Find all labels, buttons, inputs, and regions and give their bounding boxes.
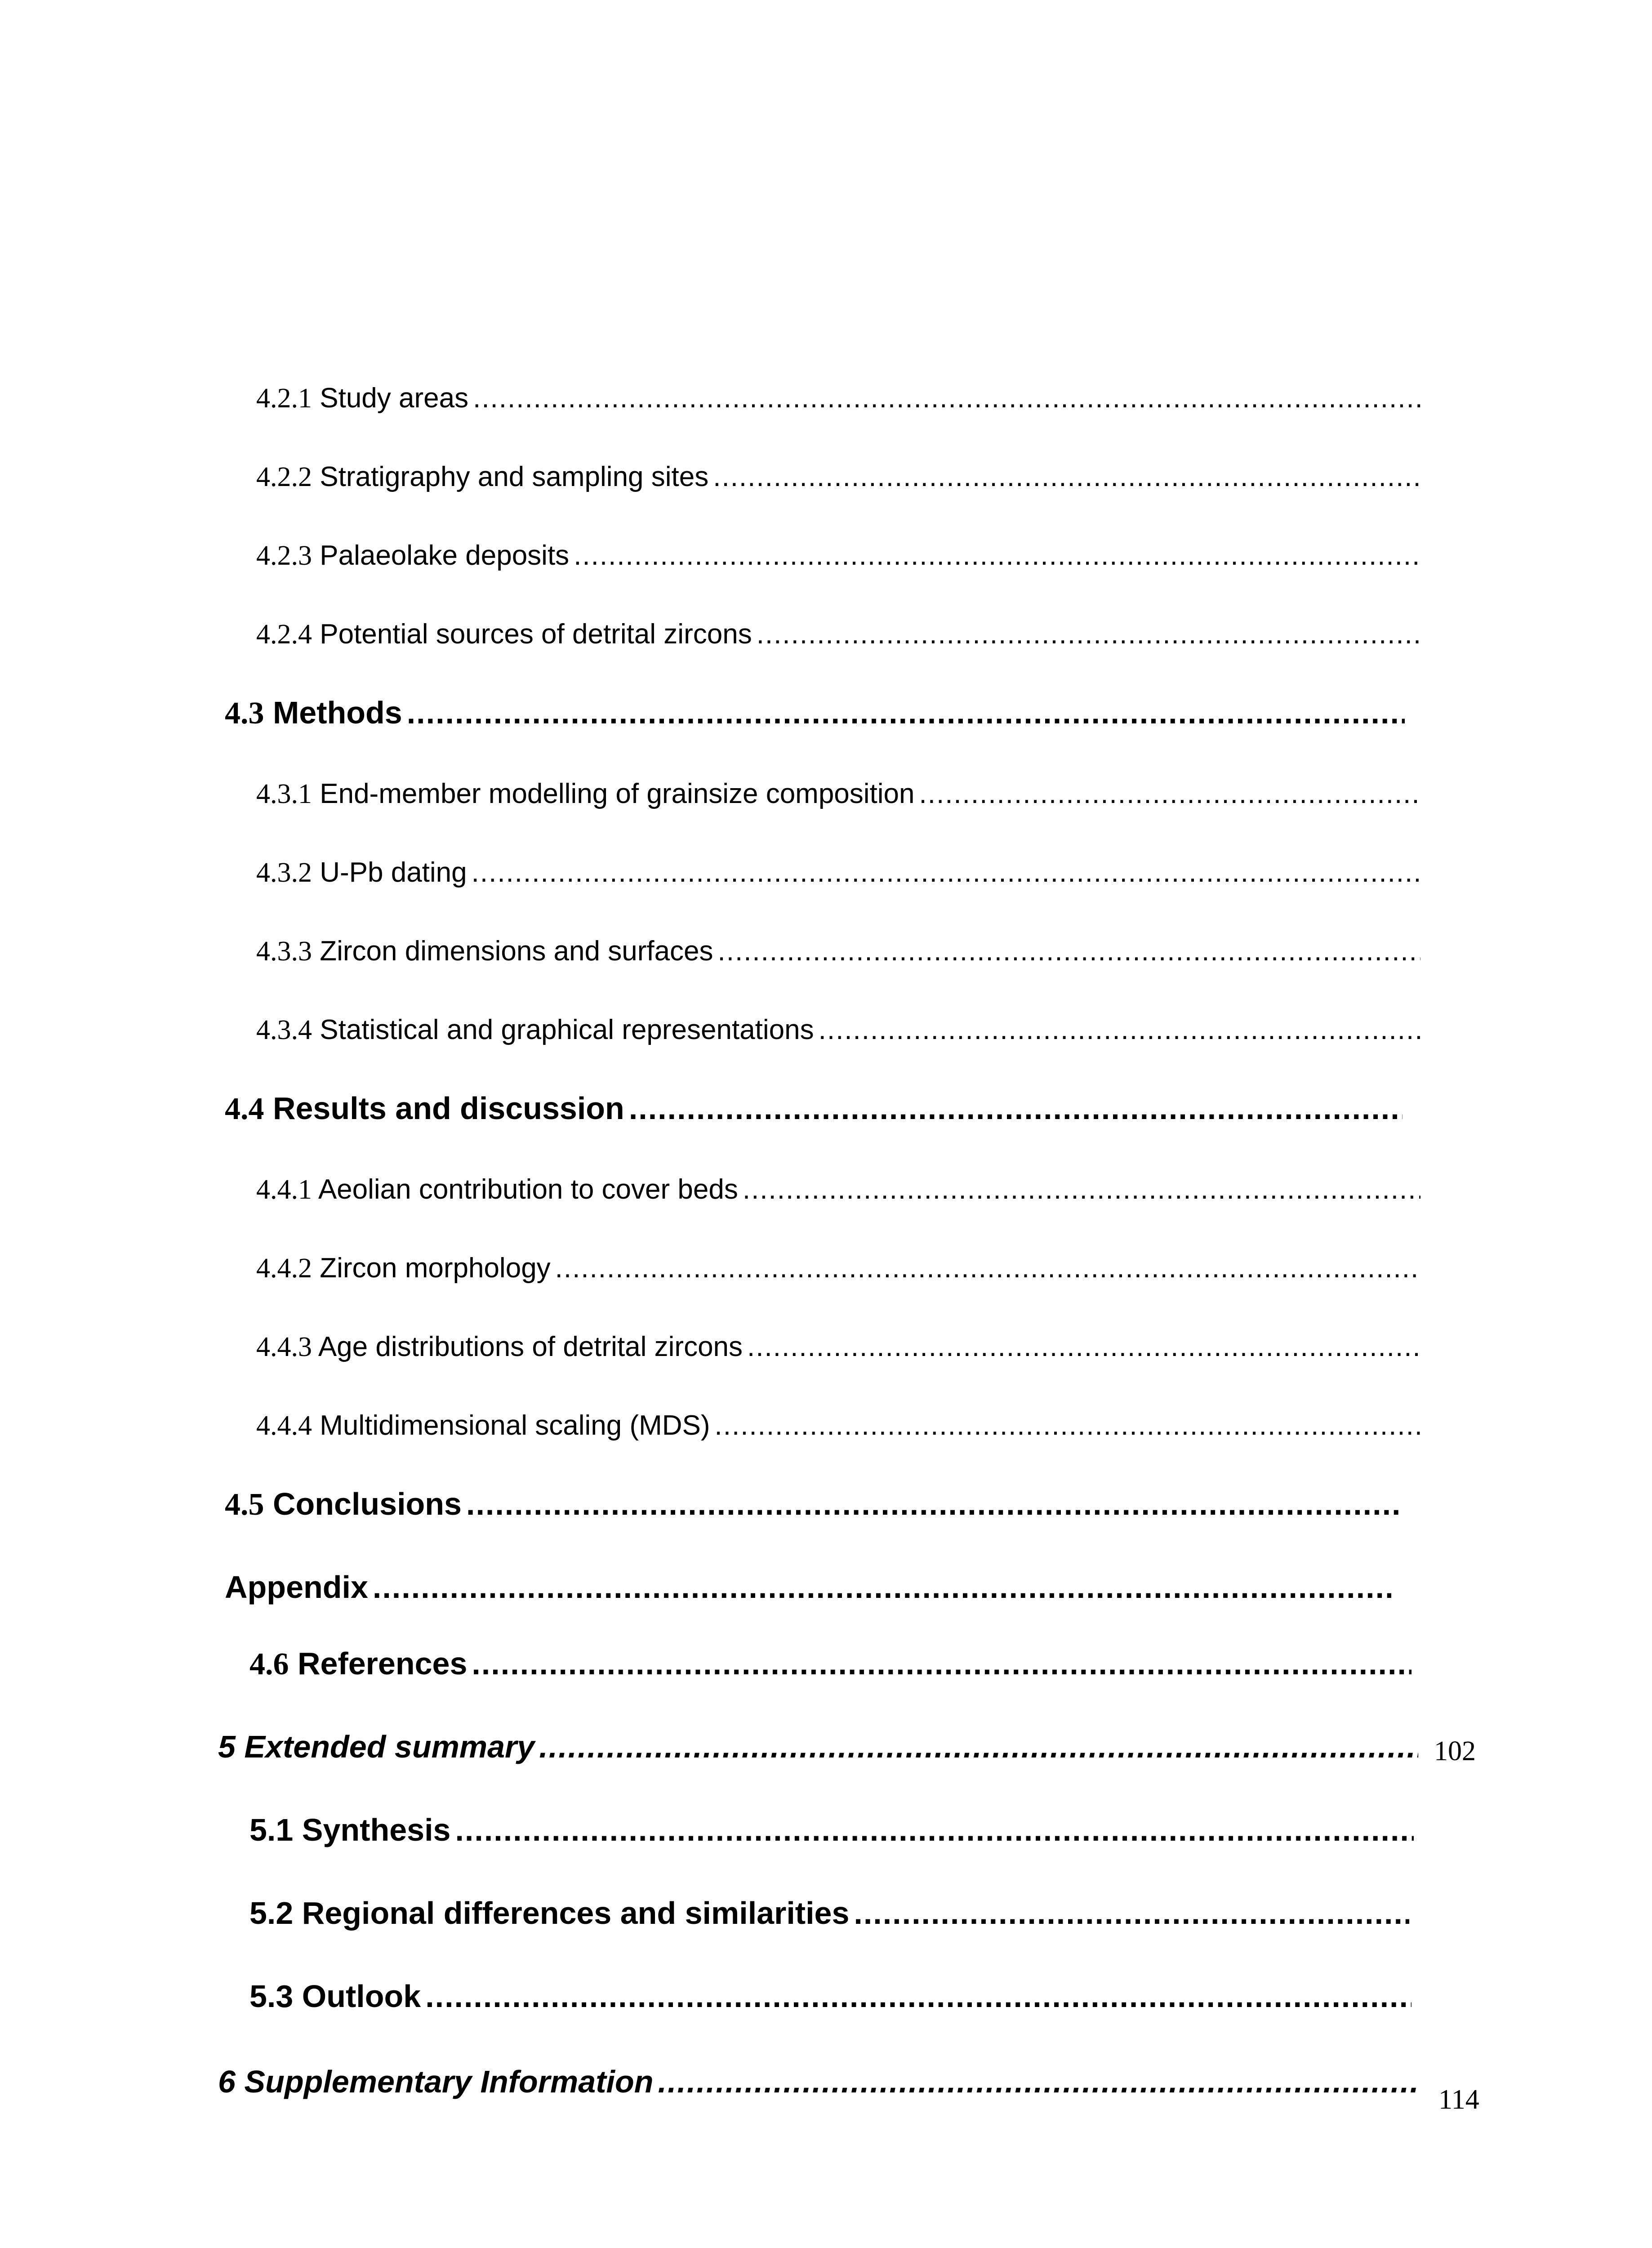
dot-leader [473,382,1420,414]
toc-section-synthesis[interactable] [249,1812,1414,1848]
toc-entry-number: 4.3.4 [256,1015,312,1045]
toc-entry-4-2-1[interactable] [256,382,1420,415]
toc-entry-4-2-4[interactable] [256,618,1420,651]
toc-entry-label [256,1409,710,1442]
toc-entry-number: 4.2.1 [256,383,312,414]
dot-leader [757,618,1420,650]
toc-entry-label [256,540,569,572]
dot-leader [743,1173,1420,1205]
toc-section-methods[interactable] [225,695,1405,731]
toc-entry-title: Zircon morphology [320,1253,551,1284]
toc-section-references[interactable] [249,1646,1412,1682]
toc-entry-number: 5.2 [249,1896,294,1931]
toc-entry-title: End-member modelling of grainsize composition [320,778,915,809]
toc-entry-4-3-2[interactable] [256,856,1420,889]
toc-entry-label [256,1331,743,1363]
dot-leader [555,1252,1420,1284]
toc-entry-number: 4.3.2 [256,857,312,888]
toc-section-outlook[interactable] [249,1978,1412,2014]
toc-entry-label [256,856,467,889]
toc-entry-title: Age distributions of detrital zircons [318,1331,743,1362]
dot-leader [718,935,1420,967]
toc-entry-number: 6 [218,2064,236,2099]
dot-leader [472,856,1420,888]
toc-entry-label [225,695,402,731]
dot-leader [373,1569,1391,1605]
toc-entry-title: Methods [272,695,402,730]
toc-entry-4-3-3[interactable] [256,935,1420,968]
toc-entry-title: Statistical and graphical representations [320,1014,814,1045]
toc-entry-title: Extended summary [244,1729,535,1764]
toc-entry-title: Potential sources of detrital zircons [320,619,752,650]
dot-leader [472,1646,1412,1682]
toc-entry-number: 4.5 [225,1487,264,1522]
toc-entry-label [249,1812,450,1848]
page-number-extended-summary: 102 [1434,1736,1476,1766]
toc-chapter-supplementary-information[interactable] [218,2064,1418,2100]
dot-leader [747,1331,1420,1363]
toc-entry-label [249,1895,849,1931]
dot-leader [629,1090,1403,1126]
toc-entry-title: Study areas [320,383,469,414]
dot-leader [713,461,1420,493]
dot-leader [658,2064,1419,2100]
toc-section-results-and-discussion[interactable] [225,1090,1403,1127]
toc-entry-4-2-2[interactable] [256,461,1420,493]
dot-leader [539,1729,1418,1765]
toc-entry-number: 4.2.3 [256,540,312,571]
dot-leader [819,1014,1420,1046]
toc-entry-number: 5.3 [249,1979,294,2014]
toc-entry-label [225,1569,368,1605]
dot-leader [919,778,1420,810]
toc-entry-4-4-2[interactable] [256,1252,1420,1285]
toc-entry-number: 5 [218,1729,236,1764]
toc-entry-label [256,461,708,493]
toc-entry-label [256,1173,738,1206]
toc-entry-number: 4.3.1 [256,779,312,809]
toc-entry-number: 4.2.2 [256,462,312,492]
toc-entry-title: Supplementary Information [244,2064,654,2099]
toc-entry-4-2-3[interactable] [256,540,1420,572]
toc-entry-title: Synthesis [302,1812,451,1847]
dot-leader [854,1895,1409,1931]
toc-entry-number: 5.1 [249,1812,294,1847]
toc-entry-title: Conclusions [272,1486,462,1521]
dot-leader [574,540,1420,571]
dot-leader [455,1812,1414,1848]
toc-entry-label [225,1486,462,1523]
toc-entry-4-4-4[interactable] [256,1409,1420,1442]
toc-entry-title: Aeolian contribution to cover beds [318,1174,738,1205]
toc-entry-number: 4.4.4 [256,1410,312,1441]
toc-entry-title: Regional differences and similarities [302,1896,850,1931]
toc-entry-label [256,382,468,415]
toc-entry-label [249,1646,467,1682]
dot-leader [466,1486,1403,1522]
toc-entry-4-4-3[interactable] [256,1331,1420,1363]
toc-entry-label [225,1090,624,1127]
toc-entry-title: Appendix [225,1570,368,1605]
toc-entry-number: 4.4.1 [256,1174,312,1205]
toc-entry-title: Palaeolake deposits [320,540,570,571]
toc-entry-number: 4.6 [249,1647,289,1682]
toc-chapter-extended-summary[interactable] [218,1729,1418,1765]
toc-entry-label [256,1014,814,1046]
toc-entry-title: Stratigraphy and sampling sites [320,461,709,492]
toc-entry-label [256,778,915,810]
toc-entry-number: 4.2.4 [256,619,312,650]
toc-section-conclusions[interactable] [225,1486,1403,1523]
toc-entry-number: 4.3 [225,696,264,731]
toc-entry-label [218,2064,654,2100]
toc-entry-title: Multidimensional scaling (MDS) [320,1410,710,1441]
toc-entry-number: 4.4.2 [256,1253,312,1284]
toc-entry-label [256,618,752,651]
toc-entry-number: 4.3.3 [256,936,312,967]
toc-section-regional-differences[interactable] [249,1895,1409,1931]
toc-entry-title: U-Pb dating [320,857,467,888]
dot-leader [407,695,1405,731]
toc-entry-label [249,1978,421,2014]
toc-entry-4-4-1[interactable] [256,1173,1420,1206]
toc-entry-title: Outlook [302,1979,421,2014]
toc-entry-4-3-1[interactable] [256,778,1420,810]
toc-entry-label [256,935,713,968]
toc-entry-title: Results and discussion [272,1091,624,1126]
toc-entry-title: Zircon dimensions and surfaces [320,936,713,967]
toc-entry-title: References [297,1646,468,1681]
dot-leader [715,1409,1420,1441]
page-number-supplementary-information: 114 [1438,2084,1479,2115]
dot-leader [425,1978,1412,2014]
toc-section-appendix[interactable] [225,1569,1391,1605]
toc-entry-label [256,1252,551,1285]
toc-entry-label [218,1729,534,1765]
toc-entry-number: 4.4 [225,1092,264,1126]
toc-entry-number: 4.4.3 [256,1332,312,1362]
toc-entry-4-3-4[interactable] [256,1014,1420,1046]
